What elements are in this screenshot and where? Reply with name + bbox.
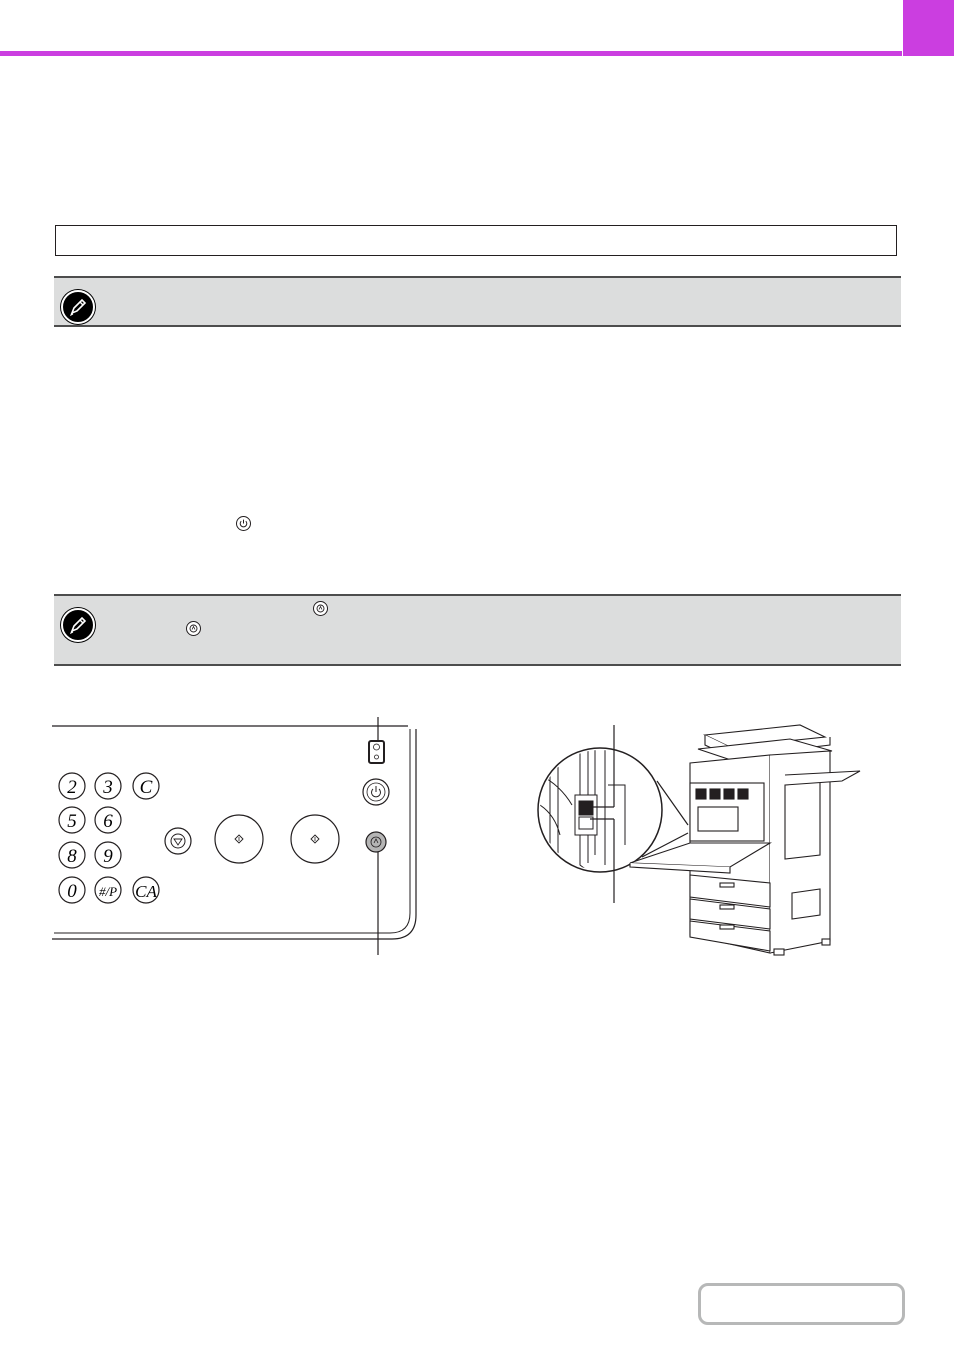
chapter-tab[interactable] xyxy=(903,0,954,56)
section-heading-box xyxy=(55,225,897,256)
key-9[interactable] xyxy=(95,842,121,868)
program-key[interactable] xyxy=(95,877,121,903)
power-key[interactable] xyxy=(363,779,389,805)
key-3[interactable] xyxy=(95,773,121,799)
clear-key-label: C xyxy=(139,777,153,798)
clear-all-key[interactable] xyxy=(133,877,159,903)
key-3-label: 3 xyxy=(103,777,113,798)
program-key-label: #/P xyxy=(98,884,118,899)
key-0[interactable] xyxy=(59,877,85,903)
key-5-label: 5 xyxy=(67,811,77,832)
mfp-machine-drawing xyxy=(630,725,860,955)
key-6-label: 6 xyxy=(103,811,113,832)
operation-panel-illustration xyxy=(40,715,450,960)
clear-all-key-label: CA xyxy=(135,882,157,901)
key-6[interactable] xyxy=(95,807,121,833)
power-key-icon xyxy=(236,516,251,531)
note-box-2 xyxy=(54,594,901,666)
color-start-key[interactable] xyxy=(291,815,339,863)
key-0-label: 0 xyxy=(67,881,77,902)
key-8-label: 8 xyxy=(67,846,77,867)
machine-main-power-switch-illustration xyxy=(530,715,870,960)
energy-save-key[interactable] xyxy=(366,832,386,852)
key-8[interactable] xyxy=(59,842,85,868)
key-5[interactable] xyxy=(59,807,85,833)
key-9-label: 9 xyxy=(103,846,113,867)
key-2[interactable] xyxy=(59,773,85,799)
black-white-start-key[interactable] xyxy=(215,815,263,863)
numeric-keypad xyxy=(59,773,159,903)
stop-key[interactable] xyxy=(165,828,191,854)
key-2-label: 2 xyxy=(67,777,77,798)
pencil-note-icon xyxy=(61,608,95,642)
note-box-1 xyxy=(54,276,901,327)
header-accent-rule xyxy=(0,51,902,56)
pencil-note-icon xyxy=(61,290,95,324)
energy-save-key-icon xyxy=(186,621,201,636)
clear-key[interactable] xyxy=(133,773,159,799)
main-power-indicator xyxy=(369,741,384,763)
energy-save-key-icon xyxy=(313,601,328,616)
contents-button[interactable] xyxy=(698,1283,905,1325)
